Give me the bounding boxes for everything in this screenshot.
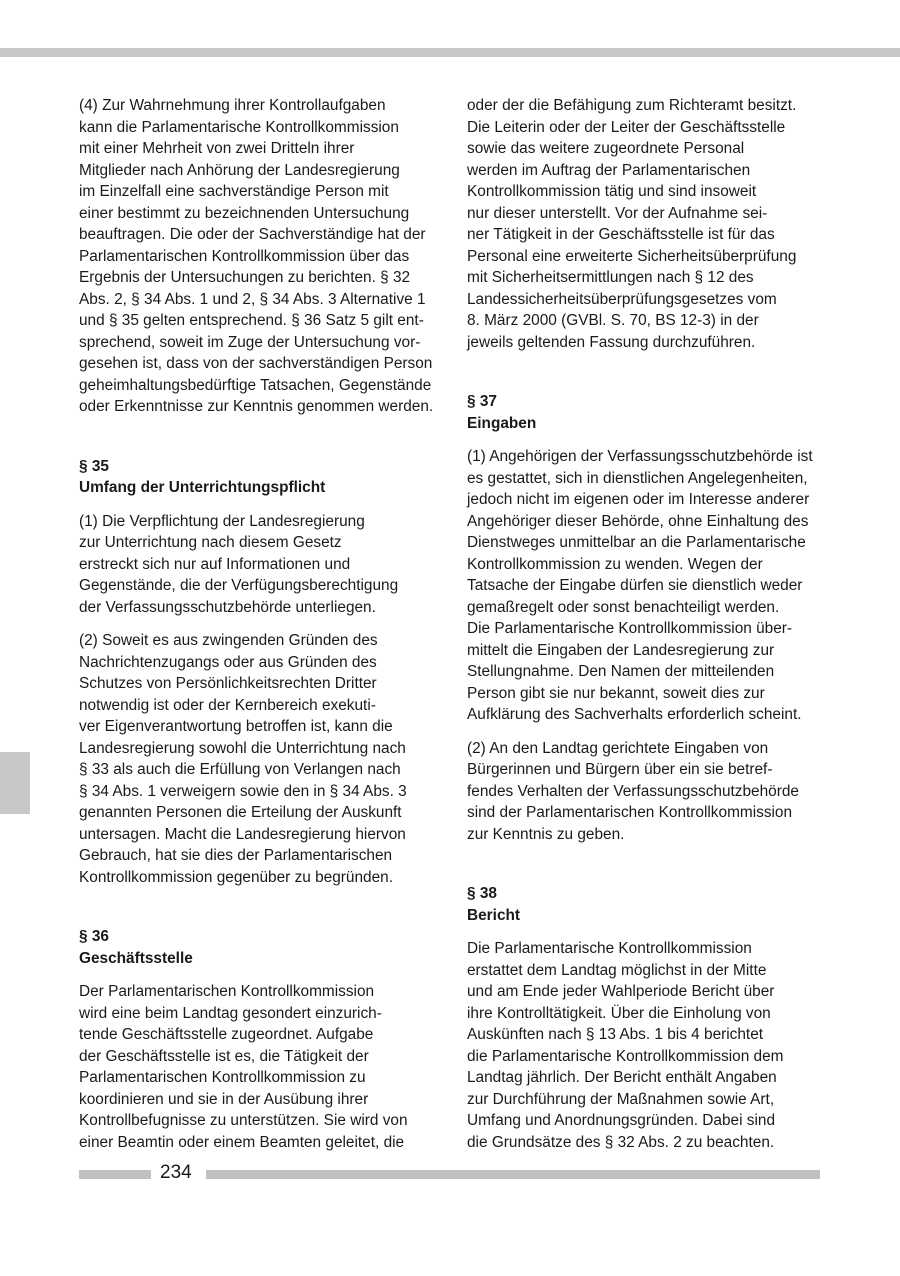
text-line: koordinieren und sie in der Ausübung ihrer [79, 1090, 369, 1108]
text-line: Der Parlamentarischen Kontrollkommission [79, 983, 375, 1000]
text-line: tende Geschäftsstelle zugeordnet. Aufgabe [79, 1026, 374, 1043]
footer-rule-left [79, 1170, 151, 1179]
text-line: (2) An den Landtag gerichtete Eingaben von [467, 739, 769, 757]
heading-line: § 38 [467, 885, 497, 902]
footer-rule-right [206, 1170, 820, 1179]
text-line: Landtag jährlich. Der Bericht enthält Angaben [467, 1069, 777, 1086]
text-line: die Parlamentarische Kontrollkommission dem [467, 1047, 784, 1065]
text-line: ihre Kontrolltätigkeit. Über die Einholung von [467, 1004, 771, 1022]
text-line: sind der Parlamentarischen Kontrollkommission [467, 804, 793, 821]
text-line: Stellungnahme. Den Namen der mitteilenden [467, 663, 775, 680]
heading-line: § 36 [79, 928, 109, 945]
text-line: (2) Soweit es aus zwingenden Gründen des [79, 632, 378, 649]
text-line: Dienstweges unmittelbar an die Parlamentarische [467, 534, 806, 551]
text-line: wird eine beim Landtag gesondert einzurich- [79, 1004, 382, 1022]
right-column [467, 95, 817, 1165]
text-line: Kontrollkommission zu wenden. Wegen der [467, 555, 763, 573]
text-line: jedoch nicht im eigenen oder im Interesse anderer [467, 491, 810, 508]
paragraph [467, 738, 817, 846]
text-line: einer bestimmt zu bezeichnenden Untersuchung [79, 204, 410, 222]
paragraph [467, 95, 817, 353]
text-line: erstreckt sich nur auf Informationen und [79, 555, 351, 573]
text-line: im Einzelfall eine sachverständige Person mit [79, 183, 389, 200]
text-line: Parlamentarischen Kontrollkommission über das [79, 247, 410, 265]
text-line: einer Beamtin oder einem Beamten geleitet, die [79, 1133, 405, 1151]
text-line: nur dieser unterstellt. Vor der Aufnahme sei- [467, 204, 768, 222]
text-line: Nachrichtenzugangs oder aus Gründen des [79, 653, 377, 671]
text-line: erstattet dem Landtag möglichst in der Mitte [467, 961, 767, 979]
left-column [79, 95, 435, 1165]
text-line: Landesregierung sowohl die Unterrichtung nach [79, 739, 406, 757]
section-heading [467, 391, 817, 434]
text-line: es gestattet, sich in dienstlichen Angelegenheiten, [467, 469, 808, 487]
text-line: sowie das weitere zugeordnete Personal [467, 140, 745, 157]
text-line: Die Parlamentarische Kontrollkommission über- [467, 620, 793, 637]
text-line: genannten Personen die Erteilung der Auskunft [79, 804, 402, 821]
heading-line: § 35 [79, 457, 109, 475]
text-line: mit einer Mehrheit von zwei Dritteln ihrer [79, 140, 355, 157]
text-line: gemaßregelt oder sonst benachteiligt werden. [467, 598, 780, 616]
text-line: 8. März 2000 (GVBl. S. 70, BS 12-3) in der [467, 312, 759, 329]
text-line: Kontrollkommission gegenüber zu begründen. [79, 868, 393, 886]
text-line: geheimhaltungsbedürftige Tatsachen, Gegenstände [79, 376, 432, 394]
paragraph [79, 981, 435, 1153]
text-line: Die Leiterin oder der Leiter der Geschäftsstelle [467, 118, 786, 136]
text-line: fendes Verhalten der Verfassungsschutzbehörde [467, 782, 799, 800]
text-line: Umfang und Anordnungsgründen. Dabei sind [467, 1112, 776, 1129]
paragraph [79, 511, 435, 619]
text-line: ner Tätigkeit in der Geschäftsstelle ist für das [467, 226, 775, 243]
section-heading [467, 883, 817, 926]
text-line: Parlamentarischen Kontrollkommission zu [79, 1069, 366, 1086]
text-line: die Grundsätze des § 32 Abs. 2 zu beachten. [467, 1133, 775, 1151]
text-line: zur Kenntnis zu geben. [467, 825, 625, 843]
text-line: Die Parlamentarische Kontrollkommission [467, 940, 752, 957]
text-line: kann die Parlamentarische Kontrollkommission [79, 118, 399, 136]
text-line: Personal eine erweiterte Sicherheitsüberprüfung [467, 247, 797, 265]
section-heading [79, 456, 435, 499]
heading-line: Geschäftsstelle [79, 949, 193, 967]
paragraph [79, 630, 435, 888]
text-line: Landessicherheitsüberprüfungsgesetzes vom [467, 290, 777, 308]
heading-line: Bericht [467, 906, 521, 924]
text-line: oder der die Befähigung zum Richteramt besitzt. [467, 97, 797, 114]
text-line: Gebrauch, hat sie dies der Parlamentarischen [79, 847, 393, 864]
text-line: Mitglieder nach Anhörung der Landesregierung [79, 161, 400, 179]
heading-line: § 37 [467, 393, 497, 410]
text-line: Person gibt sie nur bekannt, soweit dies zur [467, 684, 765, 702]
text-line: § 33 als auch die Erfüllung von Verlangen nach [79, 761, 401, 778]
paragraph [467, 446, 817, 726]
text-line: Aufklärung des Sachverhalts erforderlich scheint. [467, 706, 802, 723]
text-line: zur Unterrichtung nach diesem Gesetz [79, 534, 342, 551]
heading-line: Umfang der Unterrichtungspflicht [79, 479, 326, 496]
text-line: mit Sicherheitsermittlungen nach § 12 des [467, 269, 754, 286]
text-line: Bürgerinnen und Bürgern über ein sie betref- [467, 761, 773, 778]
heading-line: Eingaben [467, 414, 537, 432]
text-line: mittelt die Eingaben der Landesregierung zur [467, 641, 775, 659]
text-line: sprechend, soweit im Zuge der Untersuchung vor- [79, 333, 421, 351]
text-line: Abs. 2, § 34 Abs. 1 und 2, § 34 Abs. 3 Alternative 1 [79, 290, 426, 308]
text-line: (1) Die Verpflichtung der Landesregierung [79, 512, 365, 530]
text-line: Auskünften nach § 13 Abs. 1 bis 4 berichtet [467, 1026, 764, 1043]
page-number: 234 [160, 1162, 192, 1183]
text-line: Gegenstände, die der Verfügungsberechtigung [79, 577, 399, 594]
text-line: untersagen. Macht die Landesregierung hiervon [79, 825, 406, 843]
text-line: Kontrollkommission tätig und sind insoweit [467, 183, 757, 200]
text-line: notwendig ist oder der Kernbereich exekuti- [79, 696, 376, 714]
text-line: § 34 Abs. 1 verweigern sowie den in § 34 Abs. 3 [79, 782, 407, 800]
text-line: (4) Zur Wahrnehmung ihrer Kontrollaufgaben [79, 97, 386, 114]
text-line: Angehöriger dieser Behörde, ohne Einhaltung des [467, 512, 809, 530]
text-line: und § 35 gelten entsprechend. § 36 Satz 5 gilt ent- [79, 312, 424, 329]
text-line: beauftragen. Die oder der Sachverständige hat der [79, 226, 426, 243]
text-line: Kontrollbefugnisse zu unterstützen. Sie wird von [79, 1112, 408, 1129]
text-line: werden im Auftrag der Parlamentarischen [467, 161, 751, 179]
paragraph [79, 95, 435, 418]
text-line: der Verfassungsschutzbehörde unterliegen. [79, 598, 376, 616]
text-line: der Geschäftsstelle ist es, die Tätigkeit der [79, 1047, 369, 1065]
text-line: gesehen ist, dass von der sachverständigen Person [79, 355, 433, 372]
section-heading [79, 926, 435, 969]
text-line: zur Durchführung der Maßnahmen sowie Art, [467, 1090, 775, 1108]
text-line: Ergebnis der Untersuchungen zu berichten. § 32 [79, 269, 411, 286]
text-line: (1) Angehörigen der Verfassungsschutzbehörde ist [467, 448, 813, 465]
text-line: Tatsache der Eingabe dürfen sie dienstlich weder [467, 577, 803, 594]
text-line: oder Erkenntnisse zur Kenntnis genommen werden. [79, 398, 434, 415]
text-line: und am Ende jeder Wahlperiode Bericht über [467, 983, 775, 1000]
text-line: Schutzes von Persönlichkeitsrechten Dritter [79, 675, 377, 692]
chapter-thumb-tab [0, 752, 30, 814]
text-line: jeweils geltenden Fassung durchzuführen. [467, 333, 756, 351]
paragraph [467, 938, 817, 1153]
text-line: ver Eigenverantwortung betroffen ist, kann die [79, 718, 393, 735]
header-rule [0, 48, 900, 57]
